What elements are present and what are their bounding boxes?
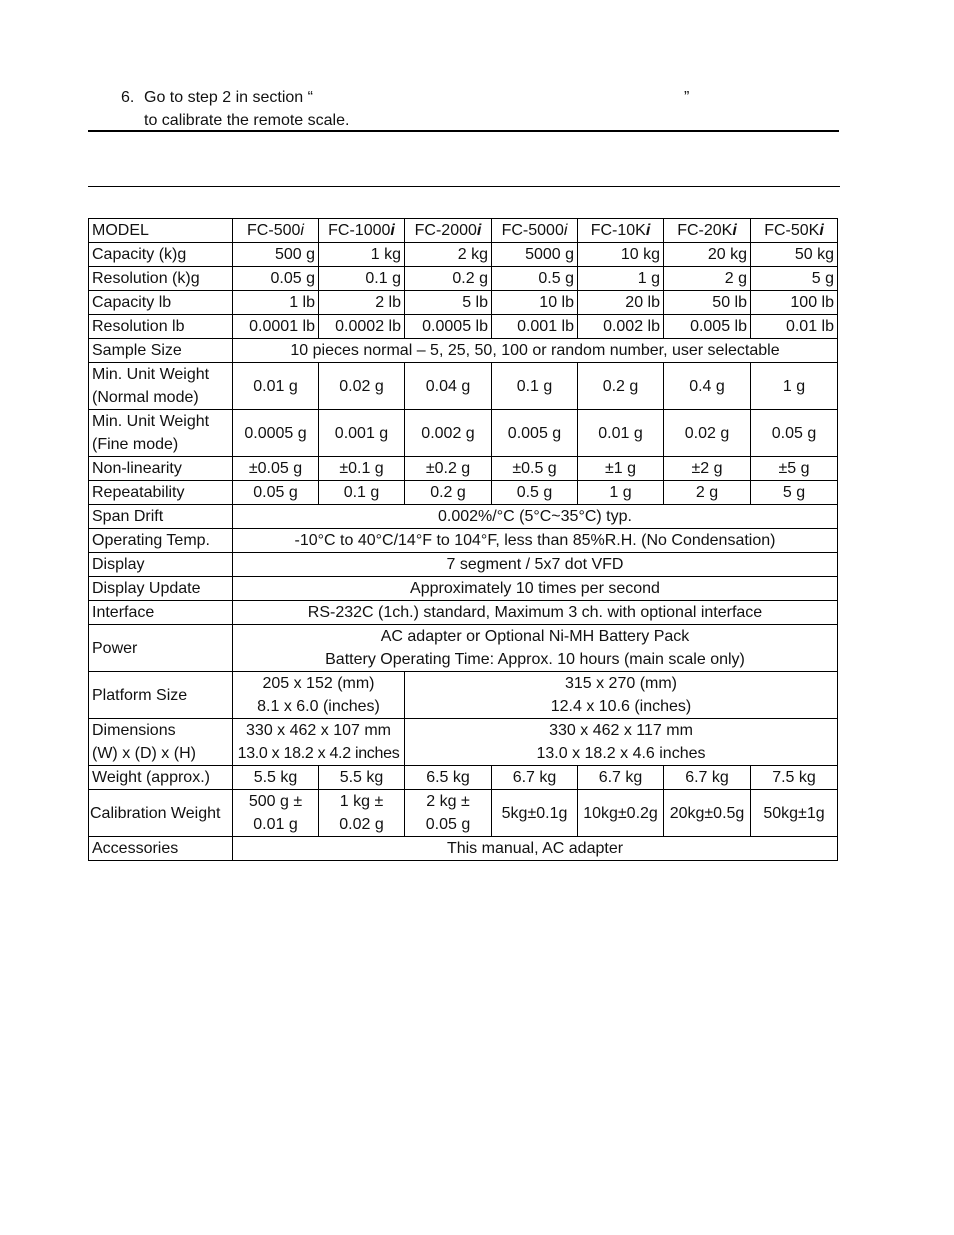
table-cell: 0.2 g [405, 481, 492, 505]
row-label: Capacity lb [89, 291, 233, 315]
table-cell: 500 g ± 0.01 g [233, 790, 319, 837]
table-cell: ±5 g [751, 457, 838, 481]
table-row-min-unit-normal [89, 363, 838, 410]
table-cell: 20 lb [578, 291, 664, 315]
table-row-model [89, 219, 838, 243]
table-row-display [89, 553, 838, 577]
table-cell: 0.05 g [233, 481, 319, 505]
table-cell: -10°C to 40°C/14°F to 104°F, less than 85%R.H. (No Condensation) [233, 529, 838, 553]
step-quote-close: ” [684, 89, 690, 106]
table-cell: 7.5 kg [751, 766, 838, 790]
table-cell: 20 kg [664, 243, 751, 267]
table-row-non-linearity [89, 457, 838, 481]
table-cell: RS-232C (1ch.) standard, Maximum 3 ch. with optional interface [233, 601, 838, 625]
table-cell: 0.01 lb [751, 315, 838, 339]
table-row-calibration-weight [89, 790, 838, 837]
row-label: Capacity (k)g [89, 243, 233, 267]
row-label: Repeatability [89, 481, 233, 505]
table-cell: 0.0005 lb [405, 315, 492, 339]
table-cell: ±1 g [578, 457, 664, 481]
table-cell: ±0.2 g [405, 457, 492, 481]
model-header: FC-2000i [405, 219, 492, 243]
table-cell: This manual, AC adapter [233, 837, 838, 861]
table-cell: 0.0001 lb [233, 315, 319, 339]
table-row-display-update [89, 577, 838, 601]
table-cell: 1 lb [233, 291, 319, 315]
section-divider-bottom [88, 186, 840, 187]
model-header: FC-1000i [319, 219, 405, 243]
table-cell: 5kg±0.1g [492, 790, 578, 837]
table-cell: 0.2 g [405, 267, 492, 291]
model-header: FC-10Ki [578, 219, 664, 243]
row-label: Accessories [89, 837, 233, 861]
table-row-span-drift [89, 505, 838, 529]
table-cell: Approximately 10 times per second [233, 577, 838, 601]
table-cell: 1 kg ± 0.02 g [319, 790, 405, 837]
table-cell: ±0.5 g [492, 457, 578, 481]
table-row-min-unit-fine [89, 410, 838, 457]
table-cell: 6.7 kg [664, 766, 751, 790]
table-cell: 5 g [751, 267, 838, 291]
table-cell: 0.4 g [664, 363, 751, 410]
table-cell: 0.0005 g [233, 410, 319, 457]
row-label: Operating Temp. [89, 529, 233, 553]
table-cell: 0.5 g [492, 267, 578, 291]
table-row-repeatability [89, 481, 838, 505]
table-cell: 2 kg [405, 243, 492, 267]
table-cell: 0.04 g [405, 363, 492, 410]
table-cell: 0.005 lb [664, 315, 751, 339]
section-divider-top [88, 130, 839, 132]
table-row-weight [89, 766, 838, 790]
row-label: MODEL [89, 219, 233, 243]
row-label: Sample Size [89, 339, 233, 363]
table-cell: 20kg±0.5g [664, 790, 751, 837]
table-row-resolution-lb [89, 315, 838, 339]
table-cell: 0.0002 lb [319, 315, 405, 339]
table-cell: 330 x 462 x 107 mm 13.0 x 18.2 x 4.2 inches [233, 719, 405, 766]
row-label: Dimensions (W) x (D) x (H) [89, 719, 233, 766]
row-label: Calibration Weight [89, 790, 233, 837]
table-cell: 205 x 152 (mm) 8.1 x 6.0 (inches) [233, 672, 405, 719]
table-row-power [89, 625, 838, 672]
table-cell: 1 g [751, 363, 838, 410]
specifications-table [88, 218, 838, 861]
table-cell: 0.05 g [751, 410, 838, 457]
table-row-sample-size [89, 339, 838, 363]
row-label: Min. Unit Weight (Fine mode) [89, 410, 233, 457]
row-label: Display [89, 553, 233, 577]
row-label: Non-linearity [89, 457, 233, 481]
table-cell: 0.1 g [492, 363, 578, 410]
table-cell: 2 lb [319, 291, 405, 315]
model-header: FC-5000i [492, 219, 578, 243]
row-label: Weight (approx.) [89, 766, 233, 790]
table-row-capacity-lb [89, 291, 838, 315]
table-cell: 0.1 g [319, 267, 405, 291]
table-cell: 10kg±0.2g [578, 790, 664, 837]
table-cell: 0.002 g [405, 410, 492, 457]
table-cell: 2 g [664, 267, 751, 291]
step-text-line2: to calibrate the remote scale. [144, 112, 350, 129]
table-cell: 5.5 kg [319, 766, 405, 790]
table-cell: 2 g [664, 481, 751, 505]
table-cell: 500 g [233, 243, 319, 267]
table-cell: 315 x 270 (mm) 12.4 x 10.6 (inches) [405, 672, 838, 719]
table-cell: ±0.05 g [233, 457, 319, 481]
row-label: Min. Unit Weight (Normal mode) [89, 363, 233, 410]
table-row-capacity-kg [89, 243, 838, 267]
model-header: FC-20Ki [664, 219, 751, 243]
table-cell: AC adapter or Optional Ni-MH Battery Pack Battery Operating Time: Approx. 10 hours (main scale only) [233, 625, 838, 672]
table-cell: 0.001 lb [492, 315, 578, 339]
model-header: FC-50Ki [751, 219, 838, 243]
table-row-dimensions [89, 719, 838, 766]
table-cell: 6.5 kg [405, 766, 492, 790]
table-cell: 5.5 kg [233, 766, 319, 790]
model-header: FC-500i [233, 219, 319, 243]
table-cell: 6.7 kg [578, 766, 664, 790]
table-cell: 0.2 g [578, 363, 664, 410]
table-cell: 2 kg ± 0.05 g [405, 790, 492, 837]
table-cell: 1 g [578, 267, 664, 291]
table-cell: 0.05 g [233, 267, 319, 291]
table-row-accessories [89, 837, 838, 861]
row-label: Resolution (k)g [89, 267, 233, 291]
table-cell: 0.001 g [319, 410, 405, 457]
table-cell: 50kg±1g [751, 790, 838, 837]
table-cell: 5000 g [492, 243, 578, 267]
step-text-line1: Go to step 2 in section “ [144, 89, 313, 106]
table-cell: 10 lb [492, 291, 578, 315]
table-cell: 5 lb [405, 291, 492, 315]
table-cell: 5 g [751, 481, 838, 505]
row-label: Span Drift [89, 505, 233, 529]
table-cell: 1 kg [319, 243, 405, 267]
table-cell: 0.01 g [233, 363, 319, 410]
table-cell: 0.1 g [319, 481, 405, 505]
row-label: Resolution lb [89, 315, 233, 339]
table-cell: 0.002%/°C (5°C~35°C) typ. [233, 505, 838, 529]
table-cell: 10 pieces normal – 5, 25, 50, 100 or random number, user selectable [233, 339, 838, 363]
table-cell: 6.7 kg [492, 766, 578, 790]
table-row-platform-size [89, 672, 838, 719]
table-row-operating-temp [89, 529, 838, 553]
row-label: Power [89, 625, 233, 672]
table-cell: 0.005 g [492, 410, 578, 457]
table-cell: 0.002 lb [578, 315, 664, 339]
table-row-resolution-kg [89, 267, 838, 291]
table-cell: ±0.1 g [319, 457, 405, 481]
table-cell: 0.02 g [319, 363, 405, 410]
table-cell: 330 x 462 x 117 mm 13.0 x 18.2 x 4.6 inches [405, 719, 838, 766]
step-number: 6. [121, 89, 135, 106]
table-cell: 1 g [578, 481, 664, 505]
table-cell: 7 segment / 5x7 dot VFD [233, 553, 838, 577]
table-row-interface [89, 601, 838, 625]
table-cell: 50 kg [751, 243, 838, 267]
table-cell: 0.02 g [664, 410, 751, 457]
row-label: Interface [89, 601, 233, 625]
row-label: Platform Size [89, 672, 233, 719]
table-cell: 10 kg [578, 243, 664, 267]
table-cell: 50 lb [664, 291, 751, 315]
table-cell: ±2 g [664, 457, 751, 481]
table-cell: 0.01 g [578, 410, 664, 457]
table-cell: 0.5 g [492, 481, 578, 505]
table-cell: 100 lb [751, 291, 838, 315]
row-label: Display Update [89, 577, 233, 601]
